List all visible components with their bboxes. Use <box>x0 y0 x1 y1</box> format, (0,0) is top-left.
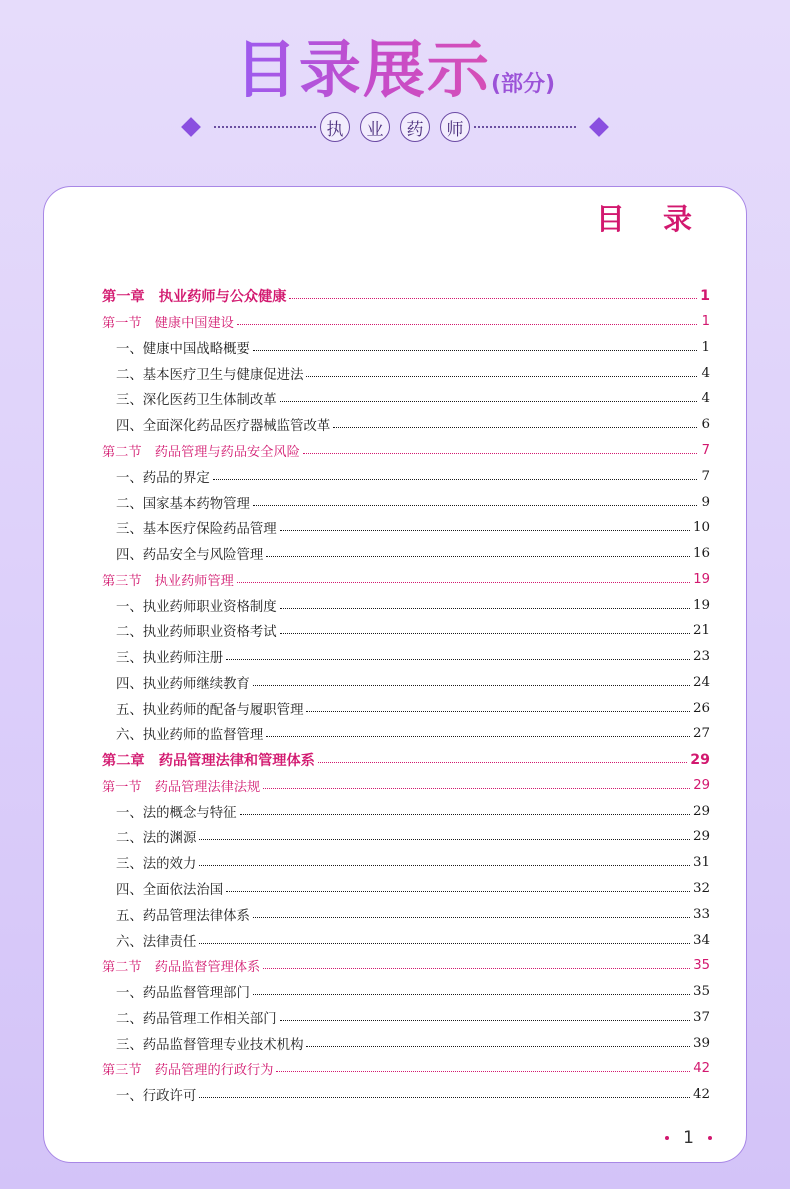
dotted-leader <box>199 865 690 866</box>
toc-entry-chapter <box>102 283 710 309</box>
toc-entry-item <box>102 850 710 876</box>
toc-entry-label: 四、全面深化药品医疗器械监管改革 <box>116 419 331 435</box>
subtitle-char: 药 <box>400 112 430 142</box>
toc-entry-page: 4 <box>701 391 710 407</box>
toc-entry-item <box>102 798 710 824</box>
dotted-leader <box>266 736 690 737</box>
toc-entry-item <box>102 386 710 412</box>
toc-entry-page: 37 <box>692 1009 710 1025</box>
dotted-leader <box>237 582 690 583</box>
toc-entry-page: 29 <box>690 751 710 768</box>
diamond-icon <box>589 117 609 137</box>
dotted-leader <box>280 608 690 609</box>
toc-entry-page: 42 <box>693 1061 710 1077</box>
subtitle-char: 执 <box>320 112 350 142</box>
toc-entry-label: 三、法的效力 <box>116 857 197 873</box>
toc-entry-label: 一、执业药师职业资格制度 <box>116 599 277 615</box>
toc-entry-page: 1 <box>701 314 710 330</box>
dotted-leader <box>289 298 697 299</box>
toc-entry-page: 33 <box>692 906 710 922</box>
page-number <box>665 1128 712 1148</box>
dotted-leader <box>226 659 690 660</box>
toc-entry-section <box>102 773 710 799</box>
toc-entry-item <box>102 592 710 618</box>
subtitle-row <box>0 110 790 144</box>
dotted-leader <box>240 814 690 815</box>
toc-entry-label: 第二章 药品管理法律和管理体系 <box>102 752 315 769</box>
dotted-leader <box>253 350 697 351</box>
toc-list <box>102 283 710 1108</box>
dotted-leader <box>280 530 690 531</box>
toc-entry-item <box>102 669 710 695</box>
dotted-divider <box>474 126 576 128</box>
toc-entry-label: 六、执业药师的监督管理 <box>116 728 264 744</box>
toc-entry-item <box>102 360 710 386</box>
toc-entry-page: 19 <box>692 597 710 613</box>
toc-entry-item <box>102 644 710 670</box>
dotted-leader <box>303 453 697 454</box>
toc-entry-item <box>102 463 710 489</box>
toc-entry-label: 六、法律责任 <box>116 934 197 950</box>
subtitle-char: 业 <box>360 112 390 142</box>
toc-entry-section <box>102 953 710 979</box>
toc-entry-page: 7 <box>701 442 710 458</box>
page-title <box>0 20 790 109</box>
toc-heading: 目 录 <box>595 202 706 236</box>
dotted-leader <box>263 788 690 789</box>
toc-entry-section <box>102 309 710 335</box>
toc-entry-page: 27 <box>692 726 710 742</box>
dotted-leader <box>306 376 697 377</box>
toc-entry-label: 第二节 药品监督管理体系 <box>102 960 261 976</box>
dotted-leader <box>266 556 690 557</box>
dotted-leader <box>306 1046 689 1047</box>
dotted-leader <box>199 839 690 840</box>
page-title-main: 目录展示 <box>234 33 491 106</box>
toc-entry-page: 19 <box>693 571 710 587</box>
dotted-leader <box>213 479 697 480</box>
dotted-leader <box>253 917 690 918</box>
dotted-leader <box>263 968 690 969</box>
toc-entry-label: 一、药品监督管理部门 <box>116 986 250 1002</box>
toc-entry-page: 35 <box>693 958 710 974</box>
toc-entry-label: 五、执业药师的配备与履职管理 <box>116 702 304 718</box>
toc-entry-page: 4 <box>701 365 710 381</box>
toc-entry-item <box>102 901 710 927</box>
dotted-leader <box>199 1097 690 1098</box>
toc-entry-label: 一、法的概念与特征 <box>116 805 237 821</box>
toc-entry-page: 7 <box>701 468 710 484</box>
toc-entry-page: 1 <box>701 339 710 355</box>
toc-entry-label: 四、全面依法治国 <box>116 882 224 898</box>
toc-entry-label: 第一节 药品管理法律法规 <box>102 779 261 795</box>
toc-entry-item <box>102 412 710 438</box>
toc-entry-label: 第三节 药品管理的行政行为 <box>102 1063 274 1079</box>
dot-icon <box>665 1136 669 1140</box>
toc-entry-section <box>102 438 710 464</box>
page-title-sub: (部分) <box>490 72 556 97</box>
toc-entry-item <box>102 824 710 850</box>
dotted-leader <box>280 401 697 402</box>
toc-entry-section <box>102 1056 710 1082</box>
toc-entry-page: 35 <box>692 984 710 1000</box>
toc-entry-label: 二、基本医疗卫生与健康促进法 <box>116 367 304 383</box>
toc-entry-label: 三、基本医疗保险药品管理 <box>116 522 277 538</box>
toc-entry-item <box>102 1004 710 1030</box>
toc-entry-item <box>102 876 710 902</box>
dotted-leader <box>253 685 690 686</box>
dotted-divider <box>214 126 316 128</box>
toc-entry-item <box>102 721 710 747</box>
toc-entry-label: 四、药品安全与风险管理 <box>116 548 264 564</box>
toc-entry-page: 26 <box>692 700 710 716</box>
toc-entry-label: 一、行政许可 <box>116 1089 197 1105</box>
toc-entry-page: 1 <box>700 287 710 304</box>
dotted-leader <box>253 505 697 506</box>
dotted-leader <box>276 1071 690 1072</box>
toc-entry-page: 9 <box>701 494 710 510</box>
toc-entry-page: 6 <box>701 417 710 433</box>
toc-entry-item <box>102 335 710 361</box>
dotted-leader <box>280 1020 690 1021</box>
toc-entry-label: 二、法的渊源 <box>116 831 197 847</box>
toc-entry-label: 二、执业药师职业资格考试 <box>116 625 277 641</box>
toc-entry-label: 二、国家基本药物管理 <box>116 496 250 512</box>
toc-entry-item <box>102 1030 710 1056</box>
subtitle-char: 师 <box>440 112 470 142</box>
toc-entry-item <box>102 541 710 567</box>
dotted-leader <box>253 994 690 995</box>
dotted-leader <box>333 427 697 428</box>
toc-entry-label: 二、药品管理工作相关部门 <box>116 1011 277 1027</box>
toc-entry-item <box>102 979 710 1005</box>
toc-entry-label: 五、药品管理法律体系 <box>116 908 250 924</box>
toc-entry-label: 第二节 药品管理与药品安全风险 <box>102 444 300 460</box>
toc-entry-label: 一、健康中国战略概要 <box>116 341 250 357</box>
diamond-icon <box>181 117 201 137</box>
toc-entry-page: 42 <box>692 1087 710 1103</box>
dotted-leader <box>318 762 687 763</box>
toc-entry-label: 三、药品监督管理专业技术机构 <box>116 1037 304 1053</box>
toc-entry-label: 三、深化医药卫生体制改革 <box>116 393 277 409</box>
toc-entry-item <box>102 618 710 644</box>
toc-entry-section <box>102 566 710 592</box>
toc-entry-page: 29 <box>692 803 710 819</box>
toc-entry-label: 第三节 执业药师管理 <box>102 573 234 589</box>
toc-entry-label: 三、执业药师注册 <box>116 651 224 667</box>
dotted-leader <box>306 711 689 712</box>
page-number-value: 1 <box>683 1128 694 1148</box>
dotted-leader <box>280 633 690 634</box>
toc-entry-page: 39 <box>692 1035 710 1051</box>
toc-entry-chapter <box>102 747 710 773</box>
toc-entry-page: 29 <box>692 829 710 845</box>
subtitle-chars <box>320 112 470 142</box>
dotted-leader <box>199 943 690 944</box>
toc-entry-page: 29 <box>693 777 710 793</box>
toc-entry-label: 四、执业药师继续教育 <box>116 676 250 692</box>
toc-entry-page: 10 <box>692 520 710 536</box>
toc-entry-page: 31 <box>692 855 710 871</box>
toc-entry-page: 23 <box>692 649 710 665</box>
toc-entry-label: 一、药品的界定 <box>116 470 210 486</box>
toc-entry-label: 第一节 健康中国建设 <box>102 316 234 332</box>
toc-entry-item <box>102 927 710 953</box>
toc-entry-label: 第一章 执业药师与公众健康 <box>102 288 287 305</box>
toc-card <box>43 186 747 1163</box>
toc-entry-item <box>102 695 710 721</box>
toc-entry-page: 34 <box>692 932 710 948</box>
dotted-leader <box>226 891 690 892</box>
toc-entry-page: 21 <box>692 623 710 639</box>
toc-entry-item <box>102 489 710 515</box>
toc-entry-item <box>102 1082 710 1108</box>
toc-entry-item <box>102 515 710 541</box>
dot-icon <box>708 1136 712 1140</box>
dotted-leader <box>237 324 697 325</box>
toc-entry-page: 16 <box>692 546 710 562</box>
toc-entry-page: 32 <box>692 880 710 896</box>
toc-entry-page: 24 <box>692 674 710 690</box>
